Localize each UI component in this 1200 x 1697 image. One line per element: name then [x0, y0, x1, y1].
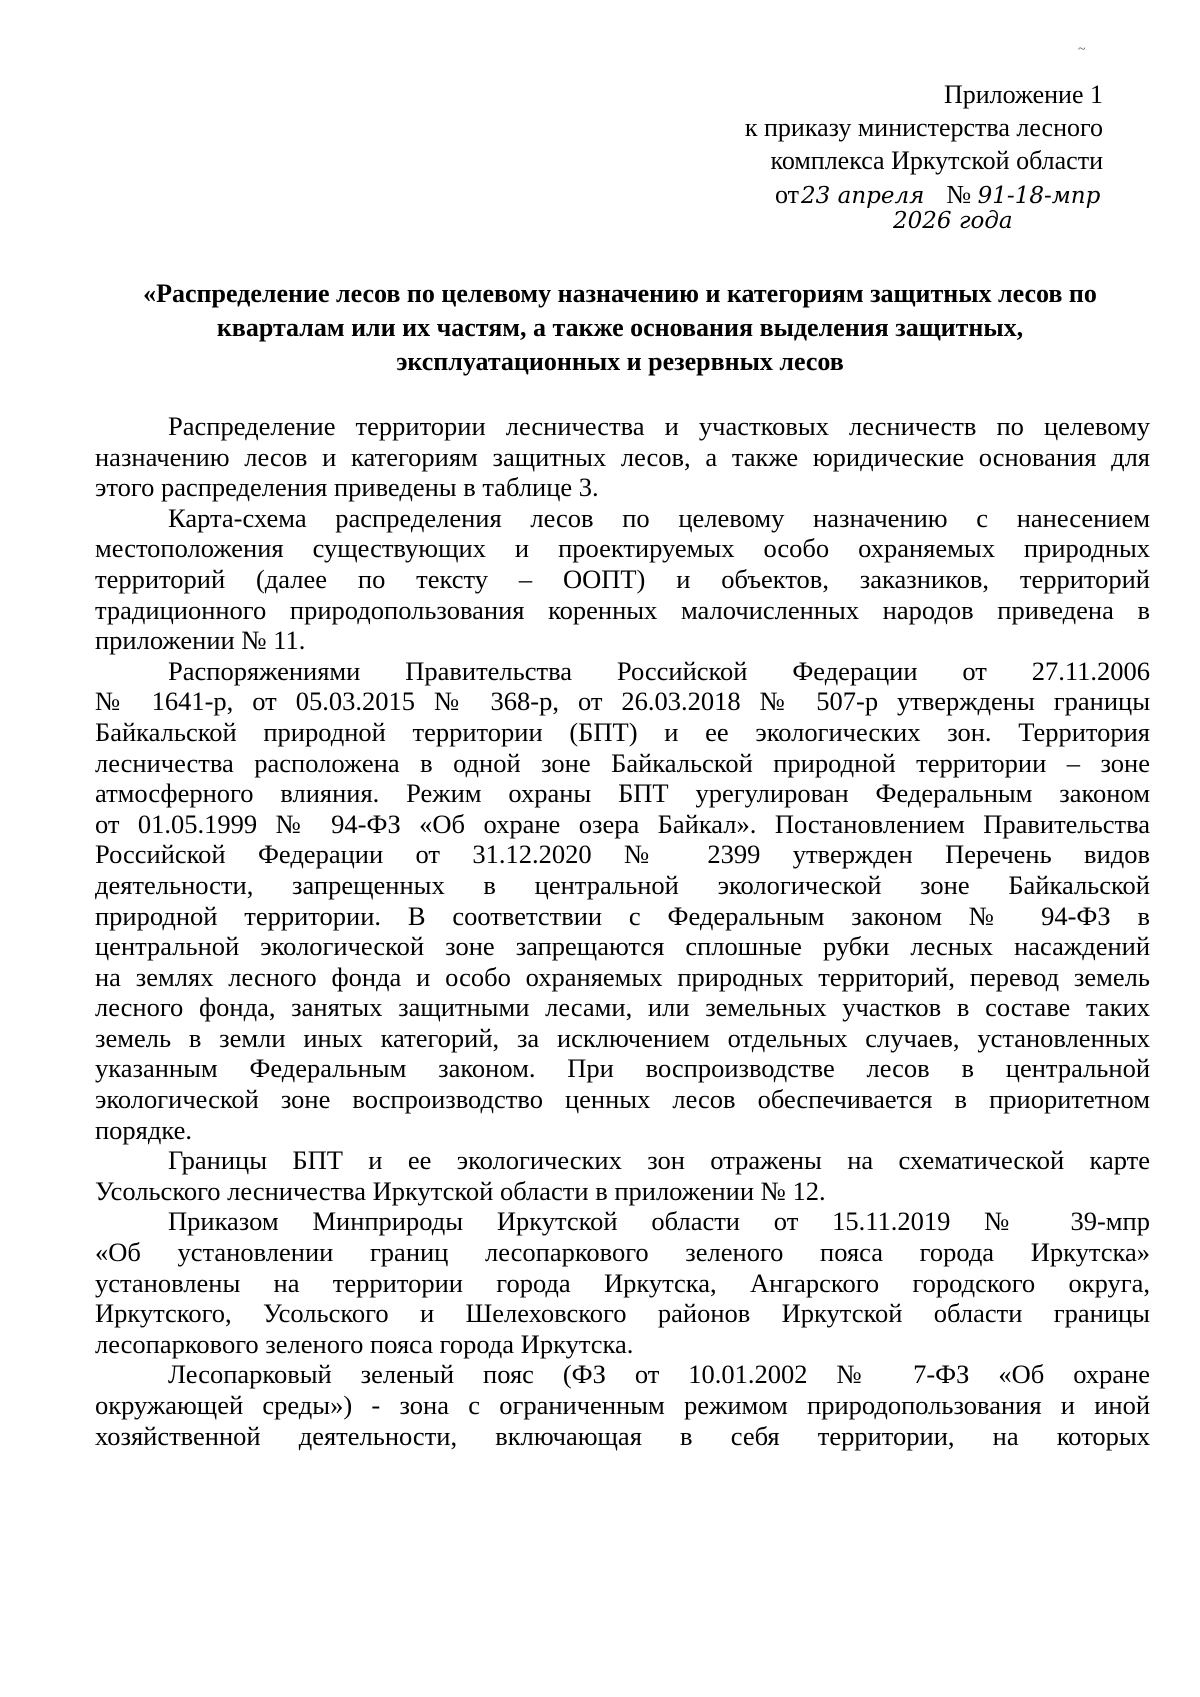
- handwritten-order-number: 91-18-мпр: [977, 183, 1101, 209]
- handwritten-year: 2026 года: [893, 208, 1013, 234]
- text-line: природной территории. В соответствии с Федеральным законом № 94-ФЗ в: [95, 900, 1150, 931]
- document-title: [90, 277, 1150, 379]
- text-line: приложении № 11.: [95, 625, 306, 656]
- appendix-header: [745, 78, 1103, 177]
- handwritten-date: 23 апреля: [801, 183, 925, 209]
- text-line: «Об установлении границ лесопаркового зеленого пояса города Иркутска»: [95, 1237, 1150, 1268]
- text-line: территорий (далее по тексту – ООПТ) и объектов, заказников, территорий: [95, 563, 1150, 594]
- title-line: кварталам или их частям, а также основания выделения защитных,: [216, 313, 1024, 342]
- appendix-ministry: комплекса Иркутской области: [770, 146, 1103, 175]
- text-line: от 01.05.1999 № 94-ФЗ «Об охране озера Байкал». Постановлением Правительства: [95, 808, 1150, 839]
- text-line: земель в земли иных категорий, за исключением отдельных случаев, установленных: [95, 1022, 1150, 1053]
- paragraph: [95, 1206, 1150, 1359]
- text-line: деятельности, запрещенных в центральной экологической зоне Байкальской: [95, 869, 1150, 900]
- appendix-order-ref: к приказу министерства лесного: [744, 113, 1103, 142]
- text-line: центральной экологической зоне запрещаются сплошные рубки лесных насаждений: [95, 931, 1150, 962]
- text-line: окружающей среды») - зона с ограниченным режимом природопользования и иной: [95, 1390, 1150, 1420]
- appendix-number: Приложение 1: [943, 80, 1103, 109]
- text-line: на землях лесного фонда и особо охраняемых природных территорий, перевод земель: [95, 961, 1150, 992]
- corner-mark: ~: [1078, 42, 1086, 57]
- text-line: местоположения существующих и проектируемых особо охраняемых природных: [95, 533, 1150, 564]
- paragraph: [95, 503, 1150, 656]
- text-line: установлены на территории города Иркутска, Ангарского городского округа,: [95, 1267, 1150, 1298]
- text-line: лесопаркового зеленого пояса города Иркутска.: [95, 1328, 634, 1359]
- paragraph: [95, 1359, 1150, 1451]
- text-line: Распределение территории лесничества и участковых лесничеств по целевому: [168, 411, 1150, 441]
- text-line: Иркутского, Усольского и Шелеховского районов Иркутской области границы: [95, 1298, 1150, 1329]
- text-line: экологической зоне воспроизводство ценных лесов обеспечивается в приоритетном: [95, 1084, 1150, 1115]
- text-line: Лесопарковый зеленый пояс (ФЗ от 10.01.2002 № 7-ФЗ «Об охране: [168, 1359, 1150, 1390]
- text-line: Карта-схема распределения лесов по целевому назначению с нанесением: [168, 502, 1150, 533]
- text-line: Усольского лесничества Иркутской области в приложении № 12.: [95, 1175, 826, 1206]
- text-line: Российской Федерации от 31.12.2020 № 2399 утвержден Перечень видов: [95, 839, 1150, 870]
- text-line: лесного фонда, занятых защитными лесами, или земельных участков в составе таких: [95, 992, 1150, 1023]
- title-line: эксплуатационных и резервных лесов: [396, 347, 844, 376]
- number-sign: №: [946, 180, 972, 209]
- text-line: Байкальской природной территории (БПТ) и ее экологических зон. Территория: [95, 716, 1150, 747]
- text-line: этого распределения приведены в таблице 3.: [95, 472, 599, 503]
- text-line: Приказом Минприроды Иркутской области от 15.11.2019 № 39-мпр: [168, 1206, 1150, 1237]
- paragraph: [95, 1145, 1150, 1206]
- text-line: Границы БПТ и ее экологических зон отражены на схематической карте: [168, 1145, 1150, 1176]
- order-date-line: [775, 180, 1101, 234]
- text-line: традиционного природопользования коренных малочисленных народов приведена в: [95, 594, 1150, 625]
- text-line: указанным Федеральным законом. При воспроизводстве лесов в центральной: [95, 1053, 1150, 1084]
- text-line: лесничества расположена в одной зоне Байкальской природной территории – зоне: [95, 747, 1150, 778]
- document-body: [95, 411, 1150, 1451]
- paragraph: [95, 411, 1150, 503]
- paragraph: [95, 656, 1150, 1146]
- text-line: Распоряжениями Правительства Российской Федерации от 27.11.2006: [168, 655, 1150, 686]
- text-line: назначению лесов и категориям защитных лесов, а также юридические основания для: [95, 441, 1150, 472]
- text-line: № 1641-р, от 05.03.2015 № 368-р, от 26.03.2018 № 507-р утверждены границы: [95, 686, 1150, 717]
- text-line: порядке.: [95, 1114, 192, 1145]
- text-line: атмосферного влияния. Режим охраны БПТ урегулирован Федеральным законом: [95, 778, 1150, 809]
- text-line: хозяйственной деятельности, включающая в себя территории, на которых: [95, 1420, 1150, 1451]
- title-line: «Распределение лесов по целевому назначению и категориям защитных лесов по: [143, 279, 1097, 308]
- date-prefix: от: [775, 180, 800, 209]
